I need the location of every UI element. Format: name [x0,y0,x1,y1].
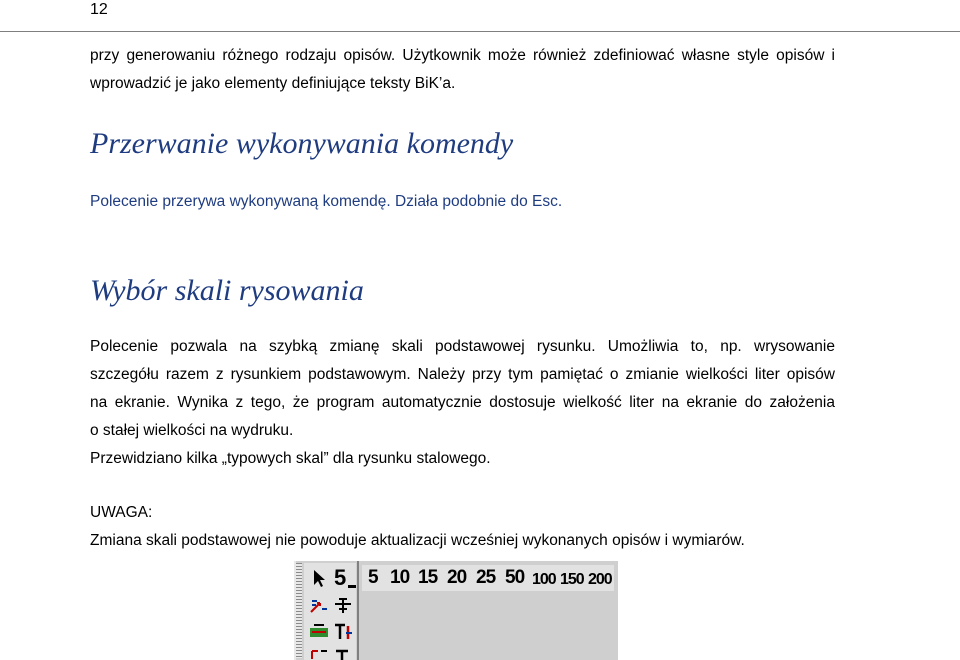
scale-button-20[interactable]: 20 [447,567,467,588]
note-text: Zmiana skali podstawowej nie powoduje aktualizacji wcześniej wykonanych opisów i wymiarów. [90,532,745,549]
scale-text-line-5: Przewidziano kilka „typowych skal” dla rysunku stalowego. [90,450,491,467]
scale-button-5[interactable]: 5 [368,567,378,588]
intro-line-1: przy generowaniu różnego rodzaju opisów. Użytkownik może również zdefiniować własne style opisów i [90,47,835,64]
scale-button-150[interactable]: 150 [560,571,584,588]
scale-button-200[interactable]: 200 [588,571,612,588]
dimension-arrows-icon[interactable] [308,595,330,617]
toolbar-grip [296,563,302,658]
scale-toolbar-image [294,561,618,660]
page-number: 12 [90,1,108,18]
current-scale-value: 5 [334,565,347,590]
intro-line-2: wprowadzić je jako elementy definiujące teksty BiK’a. [90,75,456,92]
scale-button-50[interactable]: 50 [505,567,525,588]
scale-text-line-3: na ekranie. Wynika z tego, że program automatycznie dostosuje wielkość liter na ekranie do założenia [90,394,835,411]
note-label: UWAGA: [90,504,153,521]
toolbar-left-column [304,563,356,660]
toolbar-separator [357,561,359,660]
text-icon[interactable] [332,645,354,660]
list-icon[interactable] [308,645,330,660]
text-style-icon[interactable] [308,621,330,643]
scale-text-line-1: Polecenie pozwala na szybką zmianę skali podstawowej rysunku. Umożliwia to, np. wrysowanie [90,338,835,355]
scale-text-line-4: o stałej wielkości na wydruku. [90,422,294,439]
text-cursor-icon[interactable] [332,621,354,643]
text-replace-icon[interactable] [332,595,354,617]
scale-button-10[interactable]: 10 [390,567,410,588]
section-title-scale: Wybór skali rysowania [90,274,364,307]
header-rule [0,31,960,32]
pointer-icon[interactable] [308,567,330,589]
section-interrupt-text: Polecenie przerywa wykonywaną komendę. Działa podobnie do Esc. [90,193,563,210]
scale-button-100[interactable]: 100 [532,571,556,588]
scale-text-line-2: szczegółu razem z rysunkiem podstawowym. Należy przy tym pamiętać o zmianie wielkości liter opisów [90,366,835,383]
current-scale-underline [348,585,356,588]
scale-button-25[interactable]: 25 [476,567,496,588]
section-title-interrupt: Przerwanie wykonywania komendy [90,127,514,160]
scale-buttons-row [362,565,614,591]
scale-button-15[interactable]: 15 [418,567,438,588]
